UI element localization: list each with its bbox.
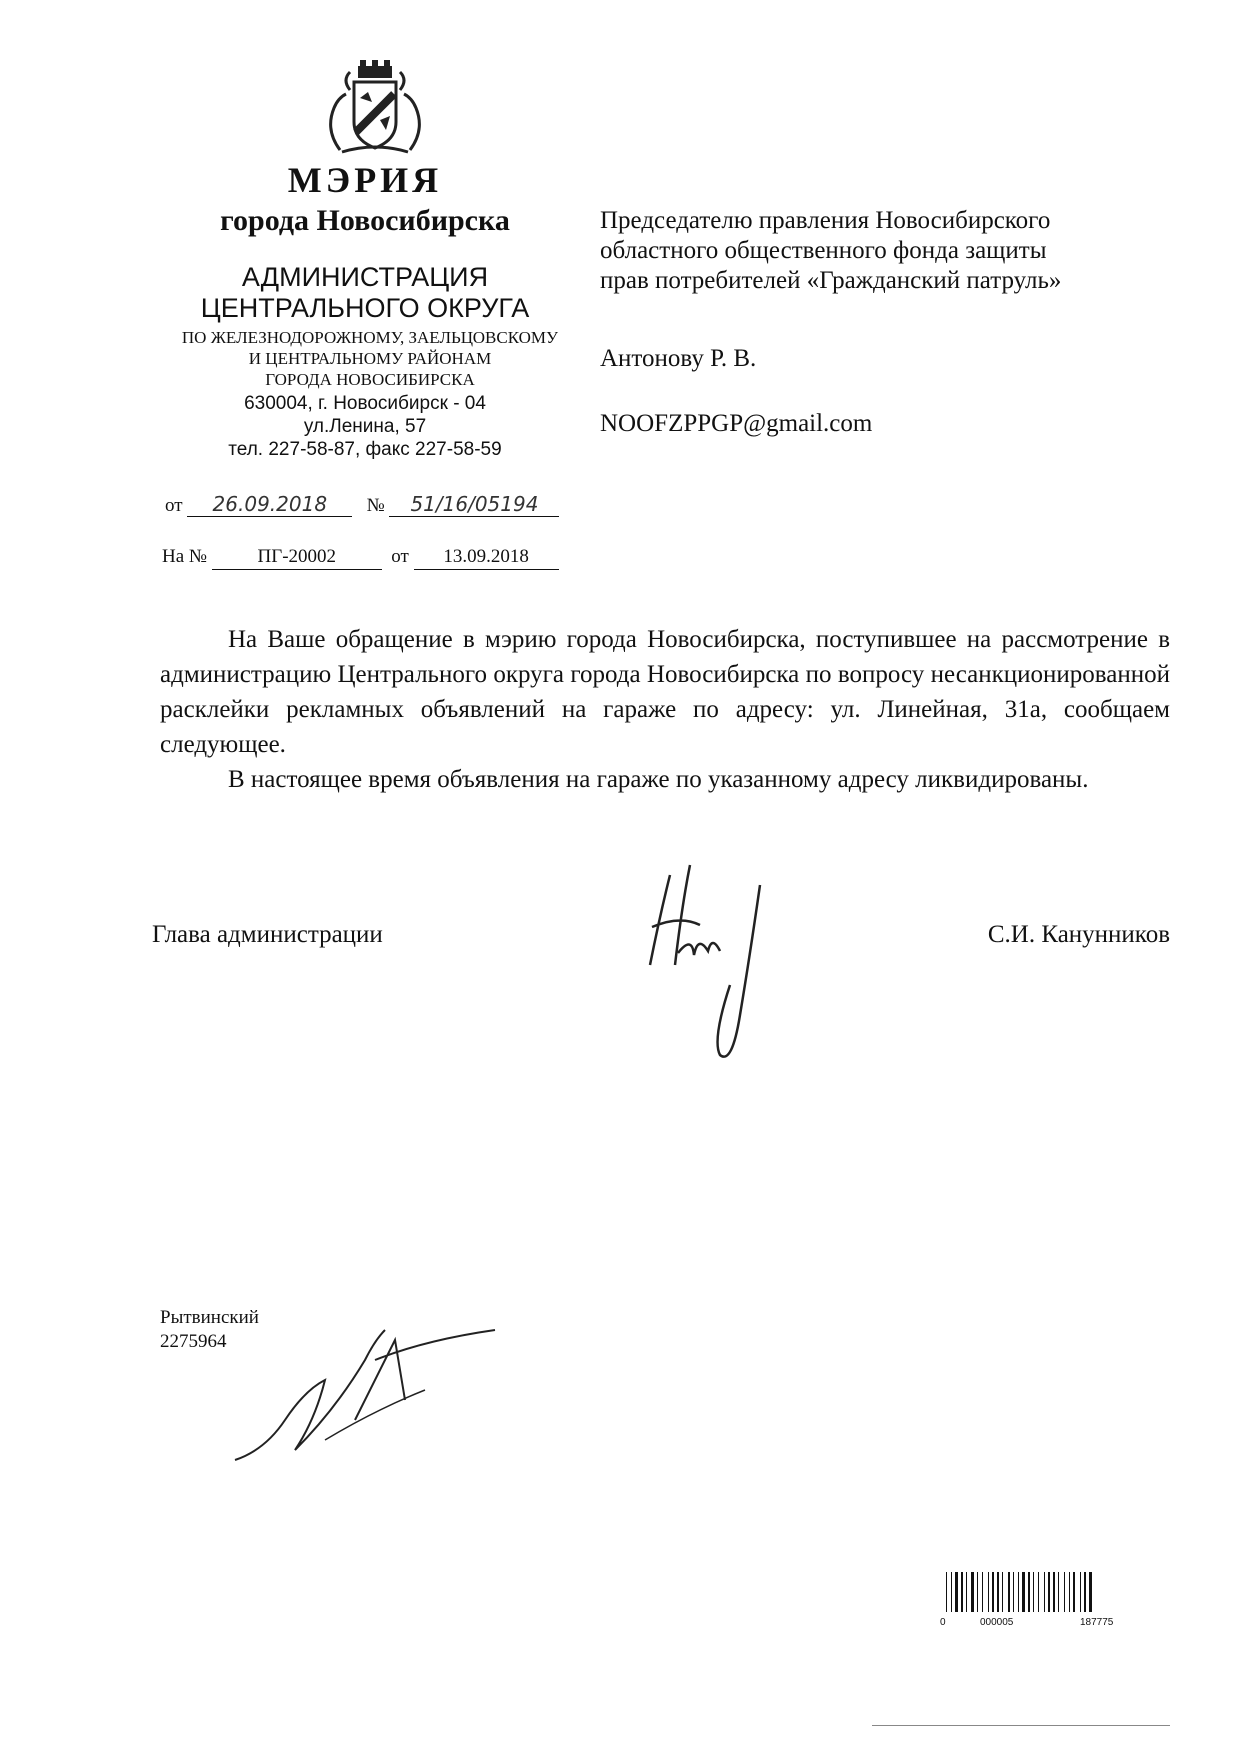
barcode-digits-middle: 000005: [980, 1617, 1014, 1628]
reference-prefix: На №: [162, 546, 208, 567]
barcode-bar: [1064, 1572, 1065, 1612]
executor-name: Рытвинский: [160, 1307, 259, 1328]
letterhead-districts-line-1: ПО ЖЕЛЕЗНОДОРОЖНОМУ, ЗАЕЛЬЦОВСКОМУ: [181, 328, 559, 347]
body-paragraph-2: В настоящее время объявления на гараже по указанному адресу ликвидированы.: [228, 766, 1089, 793]
barcode-bar: [1048, 1572, 1050, 1612]
recipient-line-1: Председателю правления Новосибирского: [600, 207, 1051, 234]
signature-icon: [620, 855, 780, 1075]
barcode-bar: [1038, 1572, 1039, 1612]
date-prefix: от: [165, 495, 183, 516]
coat-of-arms-icon: [320, 60, 430, 160]
letterhead-administration-line: АДМИНИСТРАЦИЯ: [241, 262, 489, 292]
barcode-bar: [1018, 1572, 1019, 1612]
letter-body: [160, 622, 1170, 797]
reference-date-prefix: от: [391, 546, 409, 567]
number-prefix: №: [366, 495, 385, 516]
barcode-digits-right: 187775: [1080, 1617, 1114, 1628]
reference-number: ПГ-20002: [212, 545, 382, 570]
barcode-bar: [1044, 1572, 1045, 1612]
barcode-bar: [1080, 1572, 1081, 1612]
barcode-bars-icon: [940, 1572, 1180, 1612]
barcode-bar: [955, 1572, 958, 1612]
barcode-bar: [1022, 1572, 1025, 1612]
barcode: [940, 1572, 1180, 1628]
barcode-bar: [997, 1572, 999, 1612]
recipient-email: NOOFZPPGP@gmail.com: [600, 410, 873, 437]
signatory-title: Глава администрации: [152, 921, 383, 948]
footer-rule: [872, 1725, 1170, 1726]
barcode-bar: [961, 1572, 963, 1612]
letterhead-districts-line-2: И ЦЕНТРАЛЬНОМУ РАЙОНАМ: [248, 349, 492, 368]
reference-date: 13.09.2018: [414, 545, 559, 570]
letterhead-district-line: ЦЕНТРАЛЬНОГО ОКРУГА: [200, 293, 530, 323]
letterhead-address: [160, 392, 570, 461]
barcode-bar: [951, 1572, 952, 1612]
barcode-digit-left: 0: [940, 1617, 946, 1628]
barcode-bar: [1002, 1572, 1003, 1612]
body-paragraph-1: На Ваше обращение в мэрию города Новосибирска, поступившее на рассмотрение в администрацию Центрального округа города Новосибирска по вопросу несанкционированной расклейки рекламных объявлений на гараже по адресу: ул. Линейная, 31а, сообщаем следующее.: [160, 626, 1170, 758]
letterhead-meria: МЭРИЯ: [287, 160, 443, 200]
barcode-bar: [1033, 1572, 1034, 1612]
letterhead-address-line-1: 630004, г. Новосибирск - 04: [244, 393, 486, 414]
recipient-line-2: областного общественного фонда защиты: [600, 237, 1047, 264]
barcode-bar: [971, 1572, 974, 1612]
letterhead-city: города Новосибирска: [220, 204, 510, 237]
barcode-digits: [940, 1617, 1180, 1631]
recipient-line-3: прав потребителей «Гражданский патруль»: [600, 267, 1062, 294]
recipient-name: Антонову Р. В.: [600, 345, 757, 372]
barcode-bar: [1053, 1572, 1055, 1612]
barcode-bar: [1069, 1572, 1070, 1612]
barcode-bar: [988, 1572, 989, 1612]
registration-number: 51/16/05194: [389, 492, 559, 517]
barcode-bar: [1089, 1572, 1092, 1612]
letterhead-phone: тел. 227-58-87, факс 227-58-59: [228, 439, 502, 460]
letterhead-administration: [160, 262, 570, 324]
barcode-bar: [1013, 1572, 1014, 1612]
barcode-bar: [1028, 1572, 1030, 1612]
signatory-name: С.И. Канунников: [987, 921, 1170, 948]
executor-phone: 2275964: [160, 1331, 227, 1352]
recipient-block: [600, 206, 1160, 296]
barcode-bar: [977, 1572, 978, 1612]
registration-date: 26.09.2018: [187, 492, 352, 517]
barcode-bar: [982, 1572, 983, 1612]
reference-line: [162, 545, 559, 570]
barcode-bar: [1073, 1572, 1075, 1612]
letterhead-address-line-2: ул.Ленина, 57: [303, 416, 427, 437]
barcode-bar: [992, 1572, 994, 1612]
letterhead-districts: [150, 327, 590, 390]
barcode-bar: [1058, 1572, 1059, 1612]
barcode-bar: [966, 1572, 967, 1612]
barcode-bar: [1008, 1572, 1010, 1612]
barcode-bar: [1084, 1572, 1086, 1612]
barcode-bar: [946, 1572, 947, 1612]
letterhead-districts-line-3: ГОРОДА НОВОСИБИРСКА: [265, 370, 475, 389]
executor-signature-icon: [225, 1300, 525, 1480]
registration-line: [165, 492, 559, 518]
